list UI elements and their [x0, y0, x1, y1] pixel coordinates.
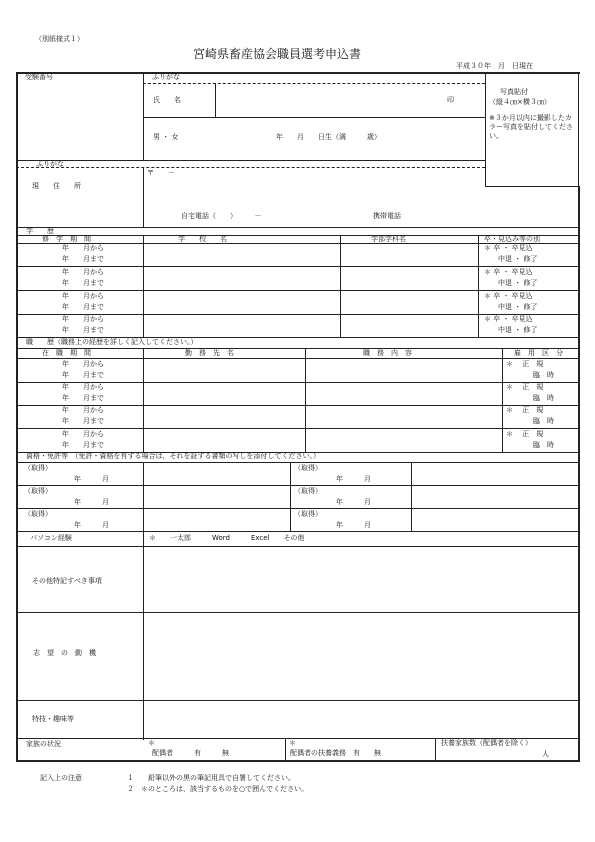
employment-type[interactable]: ＊ 正 規 [506, 360, 544, 368]
license-date[interactable]: 年 月 [74, 498, 109, 506]
employment-header-employer: 勤 務 先 名 [185, 349, 234, 357]
spouse-asterisk: ＊ [148, 739, 155, 747]
name-furigana-label: ふりがな [152, 73, 180, 81]
education-status-alt[interactable]: 中退 ・ 修了 [498, 279, 538, 287]
license-acquired-label: （取得） [294, 510, 322, 518]
education-status[interactable]: ＊ 卒 ・ 卒見込 [484, 315, 533, 323]
employment-from[interactable]: 年 月から [62, 360, 104, 368]
gender-select[interactable]: 男 ・ 女 [153, 133, 179, 141]
family-label: 家族の状況 [26, 740, 61, 748]
employment-type-alt[interactable]: 臨 時 [533, 394, 554, 402]
employment-type-alt[interactable]: 臨 時 [533, 417, 554, 425]
note-item-1: １ 鉛筆以外の黒の筆記用具で自署してください。 [127, 774, 295, 782]
employment-type[interactable]: ＊ 正 規 [506, 430, 544, 438]
license-date[interactable]: 年 月 [74, 521, 109, 529]
employment-from[interactable]: 年 月から [62, 406, 104, 414]
pc-skills-options[interactable]: ＊ 一太郎 Word Excel その他 [149, 534, 305, 542]
dependents-unit: 人 [542, 750, 549, 758]
hobbies-field[interactable] [145, 702, 577, 737]
education-to[interactable]: 年 月まで [62, 303, 104, 311]
name-field[interactable] [216, 85, 441, 116]
employment-header-type: 雇 用 区 分 [514, 349, 563, 357]
notes-label: 記入上の注意 [40, 774, 82, 782]
special-notes-field[interactable] [145, 548, 577, 611]
postal-code-field[interactable]: 〒 － [147, 169, 175, 177]
address-furigana-label: ふりがな [36, 160, 64, 168]
employment-type-alt[interactable]: 臨 時 [533, 371, 554, 379]
education-from[interactable]: 年 月から [62, 292, 104, 300]
employment-to[interactable]: 年 月まで [62, 371, 104, 379]
education-to[interactable]: 年 月まで [62, 326, 104, 334]
employment-header-duties: 職 務 内 容 [363, 349, 412, 357]
employment-header-period: 在 職 期 間 [42, 349, 91, 357]
employment-section-title: 職 歴（職務上の経歴を詳しく記入してください。） [26, 338, 198, 346]
education-status-alt[interactable]: 中退 ・ 修了 [498, 255, 538, 263]
education-status-alt[interactable]: 中退 ・ 修了 [498, 326, 538, 334]
photo-size: （縦４㎝×横３㎝） [489, 98, 551, 106]
employment-from[interactable]: 年 月から [62, 383, 104, 391]
motivation-label: 志 望 の 動 機 [33, 649, 96, 657]
education-status[interactable]: ＊ 卒 ・ 卒見込 [484, 268, 533, 276]
employment-type[interactable]: ＊ 正 規 [506, 406, 544, 414]
education-status[interactable]: ＊ 卒 ・ 卒見込 [484, 292, 533, 300]
education-to[interactable]: 年 月まで [62, 279, 104, 287]
as-of-date: 平成３０年 月 日現在 [456, 62, 533, 70]
education-header-faculty: 学部学科名 [371, 235, 406, 243]
spouse-support-asterisk: ＊ [289, 739, 296, 747]
exam-number-field[interactable] [18, 84, 142, 159]
motivation-field[interactable] [145, 614, 577, 699]
education-header-school: 学 校 名 [178, 235, 227, 243]
license-date[interactable]: 年 月 [74, 475, 109, 483]
name-label: 氏 名 [153, 96, 181, 104]
mobile-phone-field[interactable]: 携帯電話 [373, 212, 401, 220]
address-label: 現 住 所 [32, 182, 81, 190]
spouse-select[interactable]: 配偶者 有 無 [152, 749, 229, 757]
page-title: 宮崎県畜産協会職員選考申込書 [193, 47, 362, 61]
education-status-alt[interactable]: 中退 ・ 修了 [498, 303, 538, 311]
education-from[interactable]: 年 月から [62, 244, 104, 252]
spouse-support-select[interactable]: 配偶者の扶養義務 有 無 [290, 749, 381, 757]
licenses-section-title: 資格・免許等 （免許・資格を有する場合は，それを証する書類の写しを添付してください。） [26, 452, 320, 460]
employment-type[interactable]: ＊ 正 規 [506, 383, 544, 391]
form-number: （別紙様式１） [35, 35, 84, 43]
education-from[interactable]: 年 月から [62, 268, 104, 276]
home-phone-field[interactable]: 自宅電話（ ） － [181, 212, 262, 220]
education-header-status: 卒・見込み等の別 [484, 235, 540, 243]
special-notes-label: その他特記すべき事項 [32, 577, 102, 585]
pc-skills-label: パソコン経験 [30, 534, 72, 542]
exam-number-label: 受験番号 [25, 73, 53, 81]
photo-title: 写真貼付 [500, 88, 528, 96]
photo-note: ※３か月以内に撮影したカラー写真を貼付してください。 [489, 114, 573, 140]
education-status[interactable]: ＊ 卒 ・ 卒見込 [484, 244, 533, 252]
employment-from[interactable]: 年 月から [62, 430, 104, 438]
license-acquired-label: （取得） [24, 464, 52, 472]
education-to[interactable]: 年 月まで [62, 255, 104, 263]
education-header-period: 修 学 期 間 [42, 235, 91, 243]
employment-to[interactable]: 年 月まで [62, 417, 104, 425]
license-acquired-label: （取得） [294, 487, 322, 495]
employment-to[interactable]: 年 月まで [62, 394, 104, 402]
license-acquired-label: （取得） [24, 510, 52, 518]
hobbies-label: 特技・趣味等 [32, 715, 74, 723]
dependents-label: 扶養家族数（配偶者を除く） [441, 739, 532, 747]
note-item-2: ２ ＊のところは，該当するものを○で囲んでください。 [127, 785, 309, 793]
license-date[interactable]: 年 月 [336, 521, 371, 529]
education-from[interactable]: 年 月から [62, 315, 104, 323]
employment-to[interactable]: 年 月まで [62, 441, 104, 449]
seal-mark: 印 [447, 96, 454, 104]
education-section-title: 学 歴 [26, 227, 54, 235]
photo-box[interactable] [486, 73, 577, 185]
license-date[interactable]: 年 月 [336, 498, 371, 506]
employment-type-alt[interactable]: 臨 時 [533, 441, 554, 449]
birth-date-field[interactable]: 年 月 日生（満 歳） [276, 133, 381, 141]
license-date[interactable]: 年 月 [336, 475, 371, 483]
license-acquired-label: （取得） [294, 464, 322, 472]
license-acquired-label: （取得） [24, 487, 52, 495]
